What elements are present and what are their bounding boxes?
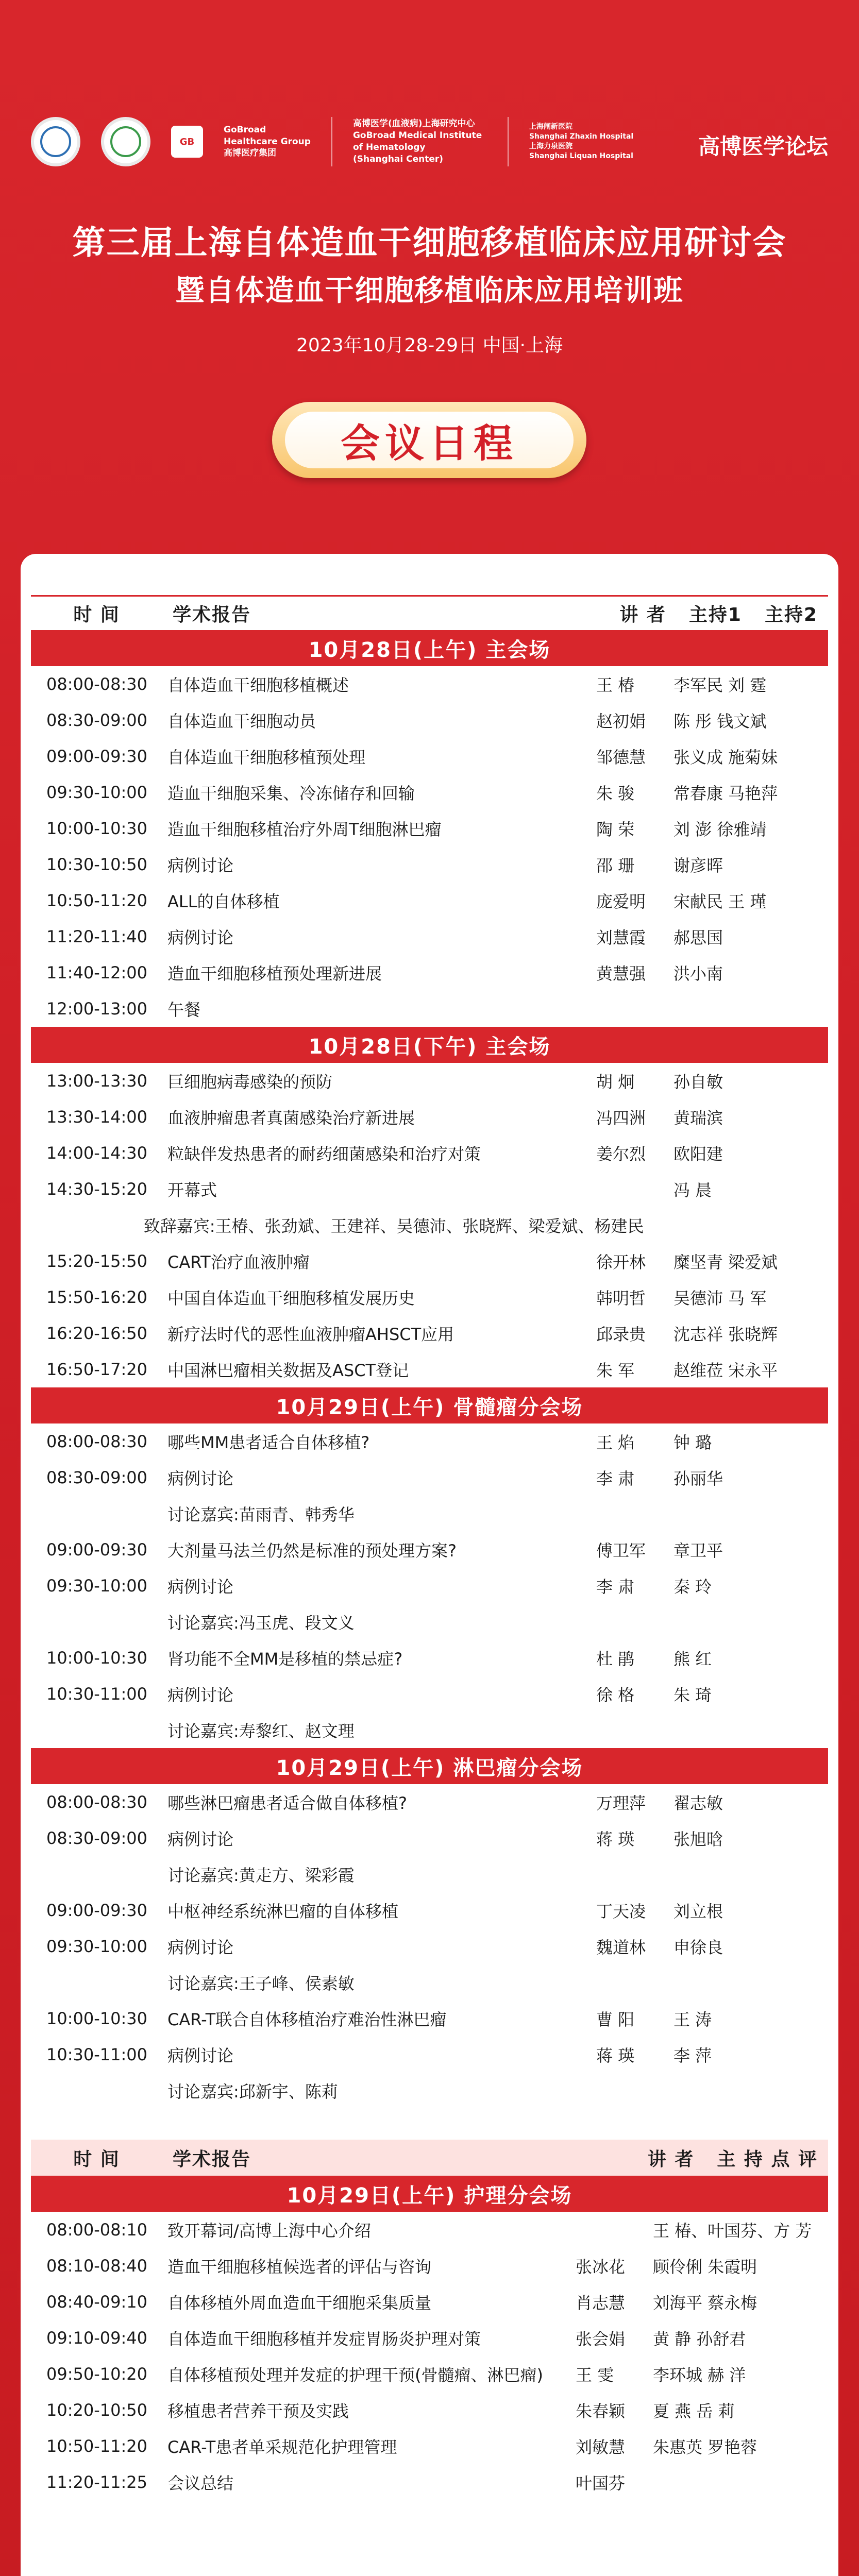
row-speaker: 曹 阳 <box>596 2010 635 2029</box>
session-title: 10月29日(上午) 淋巴瘤分会场 <box>31 1748 828 1784</box>
schedule-row <box>31 2248 828 2284</box>
row-chair: 朱 琦 <box>673 1685 712 1705</box>
row-time: 10:30-10:50 <box>46 855 147 874</box>
agenda-badge <box>272 402 586 478</box>
logo-divider <box>508 117 509 166</box>
row-topic: 造血干细胞采集、冷冻储存和回输 <box>167 784 415 803</box>
schedule-row <box>31 1423 828 1460</box>
row-topic: 造血干细胞移植候选者的评估与咨询 <box>167 2257 432 2277</box>
row-topic: 巨细胞病毒感染的预防 <box>167 1072 333 1092</box>
guest-note-row <box>31 1207 828 1243</box>
gobroad-logo-icon: GB <box>171 126 203 158</box>
row-topic: 致辞嘉宾:王椿、张劲斌、王建祥、吴德沛、张晓辉、梁爱斌、杨建民 <box>143 1216 644 1236</box>
schedule-row <box>31 1532 828 1568</box>
agenda-label: 会议日程 <box>285 412 574 468</box>
row-time: 09:30-10:00 <box>46 783 147 802</box>
row-topic: 讨论嘉宾:王子峰、侯素敏 <box>167 1974 355 1993</box>
row-topic: 自体移植外周血造血干细胞采集质量 <box>167 2293 432 2313</box>
row-topic: 讨论嘉宾:邱新宇、陈莉 <box>167 2082 338 2102</box>
row-topic: 会议总结 <box>167 2473 234 2493</box>
schedule-row <box>31 1568 828 1604</box>
logo-strip <box>31 108 633 175</box>
row-topic: 肾功能不全MM是移植的禁忌症? <box>167 1649 403 1669</box>
schedule-row <box>31 2001 828 2037</box>
row-chair: 洪小南 <box>673 964 723 984</box>
row-time: 09:00-09:30 <box>46 1540 147 1560</box>
row-topic: 开幕式 <box>167 1180 217 1200</box>
row-time: 09:10-09:40 <box>46 2328 147 2348</box>
guest-note-row <box>31 1496 828 1532</box>
row-speaker: 魏道林 <box>596 1938 646 1957</box>
row-topic: 致开幕词/高博上海中心介绍 <box>167 2221 371 2241</box>
col-topic: 学术报告 <box>173 604 251 625</box>
row-speaker: 傅卫军 <box>596 1541 646 1561</box>
row-speaker: 杜 鹃 <box>596 1649 635 1669</box>
row-chair: 刘 澎 徐雅靖 <box>673 820 767 839</box>
col-chair1: 主持1 <box>688 604 742 625</box>
row-chair: 陈 彤 钱文斌 <box>673 711 767 731</box>
row-chair: 熊 红 <box>673 1649 712 1669</box>
row-topic: 粒缺伴发热患者的耐药细菌感染和治疗对策 <box>167 1144 481 1164</box>
row-speaker: 庞爱明 <box>596 892 646 911</box>
row-speaker: 蒋 瑛 <box>596 2046 635 2065</box>
row-topic: 自体移植预处理并发症的护理干预(骨髓瘤、淋巴瘤) <box>167 2365 543 2385</box>
schedule-row <box>31 1640 828 1676</box>
schedule-row <box>31 1676 828 1712</box>
row-chair: 刘海平 蔡永梅 <box>653 2293 757 2313</box>
row-speaker: 胡 炯 <box>596 1072 635 1092</box>
row-chair: 刘立根 <box>673 1902 723 1921</box>
schedule-table <box>31 595 828 2500</box>
sessions <box>31 630 828 2109</box>
row-topic: 病例讨论 <box>167 1469 234 1488</box>
row-speaker: 姜尔烈 <box>596 1144 646 1164</box>
page-subtitle: 暨自体造血干细胞移植临床应用培训班 <box>175 274 684 308</box>
row-chair: 孙自敏 <box>673 1072 723 1092</box>
session-title: 10月29日(上午) 骨髓瘤分会场 <box>31 1387 828 1423</box>
col-topic: 学术报告 <box>173 2148 251 2170</box>
schedule-row <box>31 1315 828 1351</box>
session-title: 10月29日(上午) 护理分会场 <box>31 2176 828 2212</box>
row-chair: 黄瑞滨 <box>673 1108 723 1128</box>
row-speaker: 万理萍 <box>596 1793 646 1813</box>
row-speaker: 韩明哲 <box>596 1289 646 1308</box>
row-chair: 欧阳建 <box>673 1144 723 1164</box>
schedule-row <box>31 1243 828 1279</box>
row-time: 08:40-09:10 <box>46 2292 147 2312</box>
row-time: 10:00-10:30 <box>46 1648 147 1668</box>
schedule-row <box>31 2392 828 2428</box>
row-topic: 大剂量马法兰仍然是标准的预处理方案? <box>167 1541 457 1561</box>
guest-note-row <box>31 1712 828 1748</box>
col-time: 时 间 <box>73 2148 120 2170</box>
schedule-row <box>31 774 828 810</box>
schedule-row <box>31 991 828 1027</box>
row-time: 08:00-08:30 <box>46 674 147 694</box>
row-topic: CART治疗血液肿瘤 <box>167 1252 310 1272</box>
col-time: 时 间 <box>73 604 120 625</box>
row-topic: 哪些MM患者适合自体移植? <box>167 1433 370 1452</box>
row-time: 14:30-15:20 <box>46 1179 147 1199</box>
schedule-row <box>31 919 828 955</box>
page-title: 第三届上海自体造血干细胞移植临床应用研讨会 <box>72 224 787 262</box>
row-chair: 常春康 马艳萍 <box>673 784 778 803</box>
row-topic: 哪些淋巴瘤患者适合做自体移植? <box>167 1793 407 1813</box>
row-topic: 病例讨论 <box>167 2046 234 2065</box>
row-topic: 午餐 <box>167 1000 201 1020</box>
row-speaker: 王 椿 <box>596 675 635 695</box>
row-chair: 黄 静 孙舒君 <box>653 2329 746 2349</box>
row-speaker: 陶 荣 <box>596 820 635 839</box>
row-speaker: 王 雯 <box>576 2365 614 2385</box>
row-chair: 赵维莅 宋永平 <box>673 1361 778 1380</box>
row-time: 15:50-16:20 <box>46 1287 147 1307</box>
schedule-row <box>31 1460 828 1496</box>
row-topic: CAR-T联合自体移植治疗难治性淋巴瘤 <box>167 2010 447 2029</box>
row-speaker: 朱 骏 <box>596 784 635 803</box>
schedule-row <box>31 1135 828 1171</box>
row-speaker: 李 肃 <box>596 1469 635 1488</box>
row-speaker: 李 肃 <box>596 1577 635 1597</box>
row-speaker: 王 焰 <box>596 1433 635 1452</box>
row-time: 08:30-09:00 <box>46 1828 147 1848</box>
row-chair: 冯 晨 <box>673 1180 712 1200</box>
col-speaker: 讲 者 <box>619 604 666 625</box>
schedule-row <box>31 1171 828 1207</box>
schedule-row <box>31 666 828 702</box>
row-time: 10:20-10:50 <box>46 2400 147 2420</box>
row-chair: 夏 燕 岳 莉 <box>653 2401 735 2421</box>
row-topic: ALL的自体移植 <box>167 892 280 911</box>
row-time: 10:50-11:20 <box>46 891 147 910</box>
row-chair: 张义成 施菊妹 <box>673 748 778 767</box>
row-time: 11:20-11:40 <box>46 927 147 946</box>
schedule-row <box>31 2356 828 2392</box>
row-time: 08:00-08:30 <box>46 1792 147 1812</box>
row-speaker: 肖志慧 <box>576 2293 626 2313</box>
row-speaker: 张会娟 <box>576 2329 626 2349</box>
row-speaker: 张冰花 <box>576 2257 626 2277</box>
schedule-card <box>21 554 838 2576</box>
col-chair: 主 持 点 评 <box>717 2148 818 2170</box>
row-topic: 病例讨论 <box>167 1938 234 1957</box>
row-speaker: 黄慧强 <box>596 964 646 984</box>
row-speaker: 冯四洲 <box>596 1108 646 1128</box>
row-time: 16:50-17:20 <box>46 1360 147 1379</box>
schedule-row <box>31 2212 828 2248</box>
row-chair: 章卫平 <box>673 1541 723 1561</box>
row-speaker: 刘敏慧 <box>576 2437 626 2457</box>
row-chair: 吴德沛 马 军 <box>673 1289 767 1308</box>
row-chair: 翟志敏 <box>673 1793 723 1813</box>
guest-note-row <box>31 1964 828 2001</box>
row-time: 08:00-08:30 <box>46 1432 147 1451</box>
row-speaker: 叶国芬 <box>576 2473 626 2493</box>
row-time: 10:00-10:30 <box>46 819 147 838</box>
row-topic: 病例讨论 <box>167 856 234 875</box>
guest-note-row <box>31 1604 828 1640</box>
row-chair: 李 萍 <box>673 2046 712 2065</box>
row-time: 13:00-13:30 <box>46 1071 147 1091</box>
row-chair: 朱惠英 罗艳蓉 <box>653 2437 757 2457</box>
row-chair: 郝思国 <box>673 928 723 947</box>
zhaxin-logo-text: 上海闸新医院 Shanghai Zhaxin Hospital 上海力泉医院 Shanghai Liquan Hospital <box>529 123 634 160</box>
row-topic: 移植患者营养干预及实践 <box>167 2401 349 2421</box>
schedule-row <box>31 1784 828 1820</box>
row-topic: 讨论嘉宾:苗雨青、韩秀华 <box>167 1505 355 1524</box>
row-time: 12:00-13:00 <box>46 999 147 1019</box>
row-topic: 讨论嘉宾:冯玉虎、段文义 <box>167 1613 355 1633</box>
nursing-session <box>31 2176 828 2500</box>
row-chair: 王 椿、叶国芬、方 芳 <box>653 2221 812 2241</box>
row-chair: 李环城 赫 洋 <box>653 2365 746 2385</box>
row-speaker: 邱录贵 <box>596 1325 646 1344</box>
schedule-row <box>31 955 828 991</box>
pumch-logo-icon <box>31 117 80 166</box>
row-time: 13:30-14:00 <box>46 1107 147 1127</box>
schedule-row <box>31 702 828 738</box>
date-place: 2023年10月28-29日 中国·上海 <box>296 335 563 356</box>
row-chair: 沈志祥 张晓辉 <box>673 1325 778 1344</box>
gobroad-logo-text: GoBroad Healthcare Group 高博医疗集团 <box>224 124 311 159</box>
row-time: 09:00-09:30 <box>46 747 147 766</box>
schedule-row <box>31 810 828 846</box>
row-topic: 病例讨论 <box>167 1829 234 1849</box>
row-chair: 申徐良 <box>673 1938 723 1957</box>
session-title: 10月28日(上午) 主会场 <box>31 630 828 666</box>
row-speaker: 刘慧霞 <box>596 928 646 947</box>
row-topic: 血液肿瘤患者真菌感染治疗新进展 <box>167 1108 415 1128</box>
row-time: 10:30-11:00 <box>46 2045 147 2064</box>
schedule-row <box>31 1892 828 1928</box>
row-topic: 自体造血干细胞移植并发症胃肠炎护理对策 <box>167 2329 481 2349</box>
session-title: 10月28日(下午) 主会场 <box>31 1027 828 1063</box>
logo-divider <box>331 117 332 166</box>
row-topic: 自体造血干细胞移植预处理 <box>167 748 366 767</box>
row-time: 15:20-15:50 <box>46 1251 147 1271</box>
row-topic: 造血干细胞移植预处理新进展 <box>167 964 382 984</box>
schedule-row <box>31 2037 828 2073</box>
row-speaker: 蒋 瑛 <box>596 1829 635 1849</box>
row-speaker: 徐开林 <box>596 1252 646 1272</box>
guest-note-row <box>31 2073 828 2109</box>
row-speaker: 邵 珊 <box>596 856 635 875</box>
row-topic: 病例讨论 <box>167 1685 234 1705</box>
row-topic: 新疗法时代的恶性血液肿瘤AHSCT应用 <box>167 1325 454 1344</box>
row-time: 08:00-08:10 <box>46 2220 147 2240</box>
row-topic: 讨论嘉宾:寿黎红、赵文理 <box>167 1721 355 1741</box>
row-time: 08:30-09:00 <box>46 1468 147 1487</box>
row-time: 11:40-12:00 <box>46 963 147 982</box>
row-time: 10:00-10:30 <box>46 2009 147 2028</box>
forum-title: 高博医学论坛 <box>698 134 828 159</box>
row-time: 08:30-09:00 <box>46 710 147 730</box>
row-chair: 钟 璐 <box>673 1433 712 1452</box>
nursing-column-header <box>31 2140 828 2176</box>
row-topic: 中国淋巴瘤相关数据及ASCT登记 <box>167 1361 409 1380</box>
schedule-row <box>31 846 828 883</box>
row-topic: 自体造血干细胞移植概述 <box>167 675 349 695</box>
row-chair: 张旭晗 <box>673 1829 723 1849</box>
row-time: 08:10-08:40 <box>46 2256 147 2276</box>
row-time: 09:00-09:30 <box>46 1901 147 1920</box>
row-time: 10:50-11:20 <box>46 2436 147 2456</box>
row-time: 11:20-11:25 <box>46 2472 147 2492</box>
schedule-row <box>31 2428 828 2464</box>
guest-note-row <box>31 1856 828 1892</box>
row-chair: 李军民 刘 霆 <box>673 675 767 695</box>
schedule-row <box>31 1820 828 1856</box>
row-speaker: 徐 格 <box>596 1685 635 1705</box>
schedule-row <box>31 2284 828 2320</box>
schedule-row <box>31 2320 828 2356</box>
row-time: 14:00-14:30 <box>46 1143 147 1163</box>
row-chair: 宋献民 王 瑾 <box>673 892 767 911</box>
row-time: 09:30-10:00 <box>46 1576 147 1596</box>
col-speaker: 讲 者 <box>647 2148 695 2170</box>
row-chair: 秦 玲 <box>673 1577 712 1597</box>
hospital-logo-icon <box>101 117 150 166</box>
row-time: 16:20-16:50 <box>46 1324 147 1343</box>
row-chair: 糜坚青 梁爱斌 <box>673 1252 778 1272</box>
schedule-row <box>31 1351 828 1387</box>
schedule-row <box>31 1099 828 1135</box>
row-topic: 病例讨论 <box>167 928 234 947</box>
row-topic: 自体造血干细胞动员 <box>167 711 316 731</box>
row-speaker: 朱春颖 <box>576 2401 626 2421</box>
schedule-row <box>31 1279 828 1315</box>
schedule-row <box>31 2464 828 2500</box>
row-time: 10:30-11:00 <box>46 1684 147 1704</box>
row-chair: 王 涛 <box>673 2010 712 2029</box>
row-time: 09:50-10:20 <box>46 2364 147 2384</box>
schedule-row <box>31 738 828 774</box>
institute-logo-text: 高博医学(血液病)上海研究中心 GoBroad Medical Institute of Hematology (Shanghai Center) <box>352 118 482 164</box>
row-time: 09:30-10:00 <box>46 1937 147 1956</box>
row-speaker: 邹德慧 <box>596 748 646 767</box>
col-chair2: 主持2 <box>764 604 818 625</box>
schedule-row <box>31 883 828 919</box>
row-chair: 孙丽华 <box>673 1469 723 1488</box>
row-chair: 顾伶俐 朱霞明 <box>653 2257 757 2277</box>
row-chair: 谢彦晖 <box>673 856 723 875</box>
schedule-row <box>31 1063 828 1099</box>
row-speaker: 赵初娟 <box>596 711 646 731</box>
row-topic: 中国自体造血干细胞移植发展历史 <box>167 1289 415 1308</box>
row-topic: CAR-T患者单采规范化护理管理 <box>167 2437 397 2457</box>
schedule-row <box>31 1928 828 1964</box>
row-topic: 病例讨论 <box>167 1577 234 1597</box>
row-speaker: 朱 军 <box>596 1361 635 1380</box>
row-topic: 讨论嘉宾:黄走方、梁彩霞 <box>167 1866 355 1885</box>
column-header <box>31 595 828 630</box>
row-speaker: 丁天凌 <box>596 1902 646 1921</box>
row-topic: 造血干细胞移植治疗外周T细胞淋巴瘤 <box>167 820 442 839</box>
row-topic: 中枢神经系统淋巴瘤的自体移植 <box>167 1902 399 1921</box>
